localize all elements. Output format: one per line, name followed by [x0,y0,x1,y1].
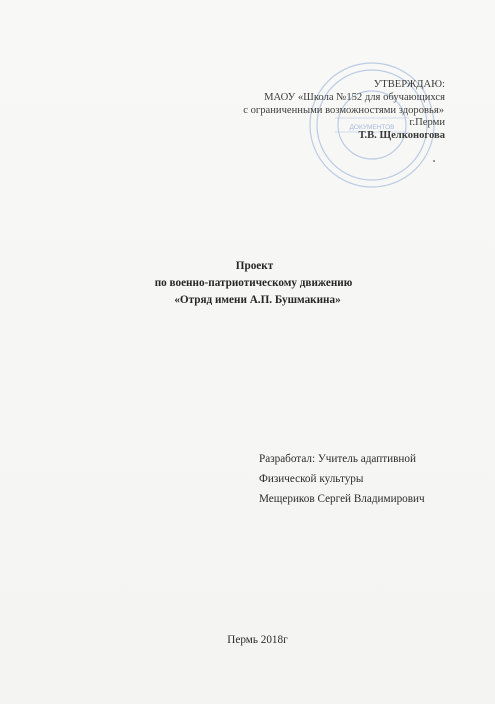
author-subject: Физической культуры [259,473,364,485]
author-position: Разработал: Учитель адаптивной [259,453,416,465]
approval-signer: Т.В. Щелконогова [358,130,445,142]
approval-school-line-2: с ограниченными возможностями здоровья» [243,104,444,116]
approval-heading: УТВЕРЖДАЮ: [373,79,445,90]
scan-speck [433,160,435,162]
place-and-year [0,634,495,646]
project-title [0,258,495,310]
place-year-text: Пермь 2018г [227,634,288,646]
title-line-name: «Отряд имени А.П. Бушмакина» [174,294,341,307]
title-line-topic: по военно-патриотическому движению [154,277,353,290]
stamp-label: ДОКУМЕНТОВ [349,124,395,131]
approval-school-line: МАОУ «Школа №152 для обучающихся [264,91,445,103]
approval-city: г.Перми [409,117,445,129]
author-name: Мещериков Сергей Владимирович [259,493,425,505]
title-line-project: Проект [235,260,274,272]
author-block [259,449,425,509]
approval-block [230,79,445,143]
